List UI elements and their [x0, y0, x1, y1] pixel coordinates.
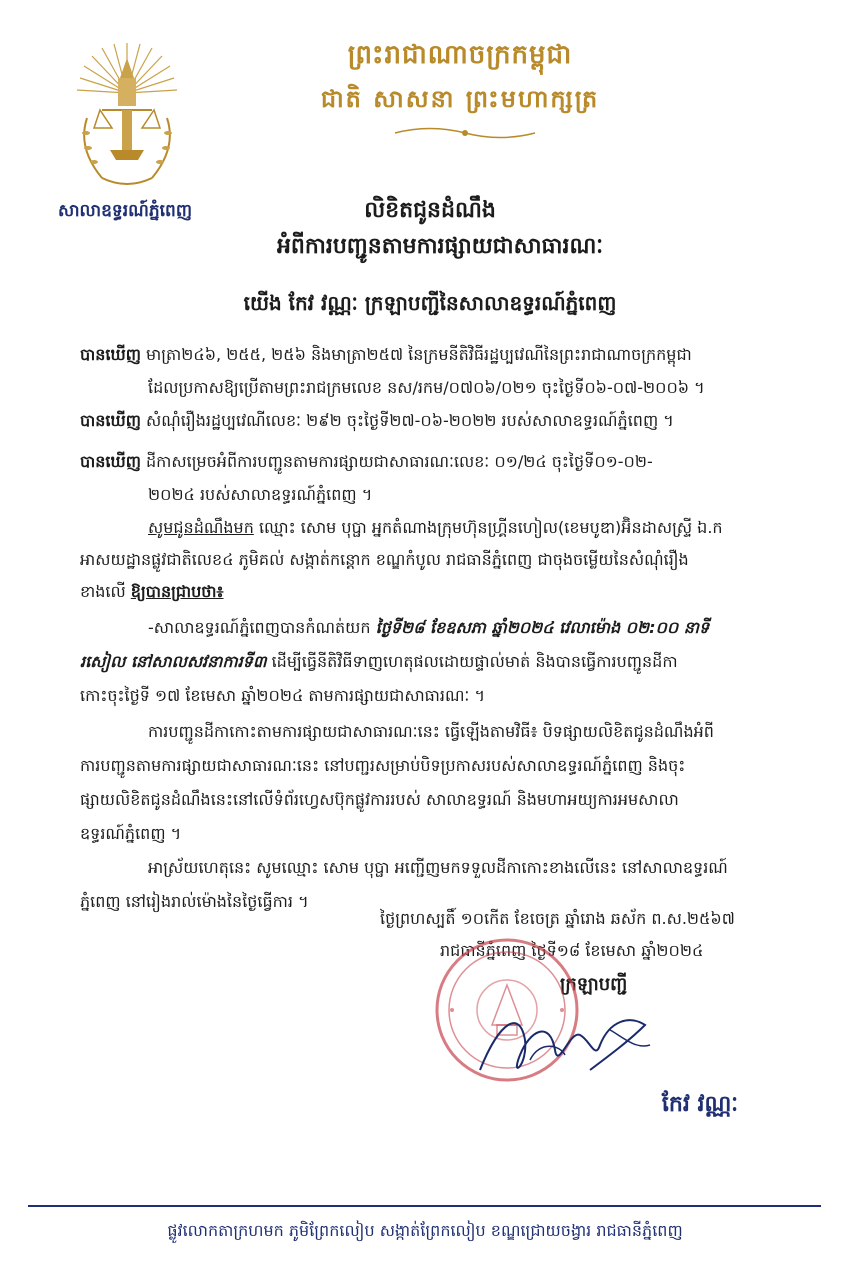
text: ដីកាសម្រេចអំពីការបញ្ជូនតាមការផ្សាយជាសាធារណៈលេខៈ ០១/២៤ ចុះថ្ងៃទី០១-០២-	[140, 452, 653, 471]
footer-address: ផ្លូវលោកតាក្រហមក ភូមិព្រែកលៀប សង្កាត់ព្រែកលៀប ខណ្ឌជ្រោយចង្វារ រាជធានីភ្នំពេញ	[167, 1221, 683, 1240]
text: ឈ្មោះ សោម បុប្ផា អ្នកតំណាងក្រុមហ៊ុនហ្គ្រីនហៀល(ខេមបូឌា)អ៊ិនដាសស្ទ្រី ឯ.ក	[253, 518, 723, 537]
text: ខាងលើ	[80, 582, 131, 601]
paragraph-seen-2	[80, 411, 820, 431]
handwritten-signature-icon	[470, 1000, 660, 1090]
paragraph-method-cont-2: ផ្សាយលិខិតជូនដំណឹងនេះនៅលើទំព័រហ្វេសប៊ុកផ្លូវការរបស់ សាលាឧទ្ធរណ៍ និងមហាអយ្យការអមសាលា	[80, 790, 679, 809]
paragraph-seen-1	[80, 345, 820, 365]
national-motto: ជាតិ សាសនា ព្រះមហាក្សត្រ	[320, 85, 600, 113]
paragraph-method-cont-3: ឧទ្ធរណ៍ភ្នំពេញ ។	[80, 824, 182, 843]
solar-date: រាជធានីភ្នំពេញ ថ្ងៃទី១៨ ខែមេសា ឆ្នាំ២០២៤	[440, 941, 704, 960]
paragraph-hearing	[148, 618, 828, 638]
signer-role: ក្រឡាបញ្ជី	[560, 974, 628, 995]
issuer-line: យើង កែវ វណ្ណៈ ក្រឡាបញ្ជីនៃសាលាឧទ្ធរណ៍ភ្នំពេញ	[243, 291, 617, 315]
paragraph-notify	[148, 518, 828, 538]
lead-word: បានឃើញ	[80, 411, 141, 430]
lead-word: បានឃើញ	[80, 452, 141, 471]
lead-word: សូមជូនដំណឹងមក	[148, 518, 254, 537]
paragraph-therefore-cont: ភ្នំពេញ នៅរៀងរាល់ម៉ោងនៃថ្ងៃធ្វើការ ។	[80, 892, 309, 911]
footer-divider	[28, 1205, 821, 1207]
paragraph-notify-cont-2	[80, 582, 830, 602]
hearing-room: រសៀល នៅសាលសវនាការទី៣	[80, 652, 267, 671]
kingdom-title: ព្រះរាជាណាចក្រកម្ពុជា	[347, 40, 573, 70]
ornament-divider-icon	[390, 124, 540, 142]
signer-name: កែវ វណ្ណៈ	[661, 1092, 739, 1117]
text: -សាលាឧទ្ធរណ៍ភ្នំពេញបានកំណត់យក	[148, 618, 376, 637]
court-name: សាលាឧទ្ធរណ៍ភ្នំពេញ	[57, 201, 193, 221]
lead-word: បានឃើញ	[80, 345, 141, 364]
paragraph-therefore: អាស្រ័យហេតុនេះ សូមឈ្មោះ សោម បុប្ផា អញ្ជើញមកទទួលដីកាកោះខាងលើនេះ នៅសាលាឧទ្ធរណ៍	[148, 858, 728, 877]
text: ដើម្បីធ្វើនីតិវិធីទាញហេតុផលដោយផ្ទាល់មាត់ និងបានធ្វើការបញ្ជូនដីកា	[266, 652, 678, 671]
paragraph-method: ការបញ្ជូនដីកាកោះតាមការផ្សាយជាសាធារណៈនេះ ធ្វើឡើងតាមវិធី៖ បិទផ្សាយលិខិតជូនដំណឹងអំពី	[148, 722, 714, 741]
paragraph-hearing-cont-1	[80, 652, 830, 672]
hearing-date: ថ្ងៃទី២៨ ខែឧសភា ឆ្នាំ២០២៤ វេលាម៉ោង ០២:០០ នាទី	[375, 618, 710, 637]
paragraph-hearing-cont-2: កោះចុះថ្ងៃទី ១៧ ខែមេសា ឆ្នាំ២០២៤ តាមការផ្សាយជាសាធារណៈ ។	[80, 686, 485, 705]
document-title: លិខិតជូនដំណឹង	[364, 198, 496, 223]
lunar-date: ថ្ងៃព្រហស្បតិ៍ ១០កើត ខែចេត្រ ឆ្នាំរោង ឆស័ក ព.ស.២៥៦៧	[380, 909, 735, 928]
paragraph-seen-3-cont: ២០២៤ របស់សាលាឧទ្ធរណ៍ភ្នំពេញ ។	[148, 485, 373, 504]
paragraph-seen-3	[80, 452, 820, 472]
document-subtitle: អំពីការបញ្ជូនតាមការផ្សាយជាសាធារណៈ	[276, 234, 604, 259]
paragraph-method-cont-1: ការបញ្ជូនតាមការផ្សាយជាសាធារណៈនេះ នៅបញ្ជរសម្រាប់បិទប្រកាសរបស់សាលាឧទ្ធរណ៍ភ្នំពេញ និងចុះ	[80, 756, 686, 775]
paragraph-notify-cont-1: អាសយដ្ឋានផ្លូវជាតិលេខ៤ ភូមិគល់ សង្កាត់កន្តោក ខណ្ឌកំបូល រាជធានីភ្នំពេញ ជាចុងចម្លើយនៃសំណុំរឿង	[80, 550, 689, 569]
text: សំណុំរឿងរដ្ឋប្បវេណីលេខៈ ២៩២ ចុះថ្ងៃទី២៧-០៦-២០២២ របស់សាលាឧទ្ធរណ៍ភ្នំពេញ ។	[140, 411, 674, 430]
text: មាត្រា២៤៦, ២៥៥, ២៥៦ និងមាត្រា២៥៧ នៃក្រមនីតិវិធីរដ្ឋប្បវេណីនៃព្រះរាជាណាចក្រកម្ពុជា	[140, 345, 692, 364]
court-emblem-icon	[72, 38, 182, 198]
be-informed-phrase: ឱ្យបានជ្រាបថា៖	[130, 582, 224, 601]
paragraph-seen-1-cont: ដែលប្រកាសឱ្យប្រើតាមព្រះរាជក្រមលេខ នស/រកម/០៧០៦/០២១ ចុះថ្ងៃទី០៦-០៧-២០០៦ ។	[148, 378, 705, 397]
